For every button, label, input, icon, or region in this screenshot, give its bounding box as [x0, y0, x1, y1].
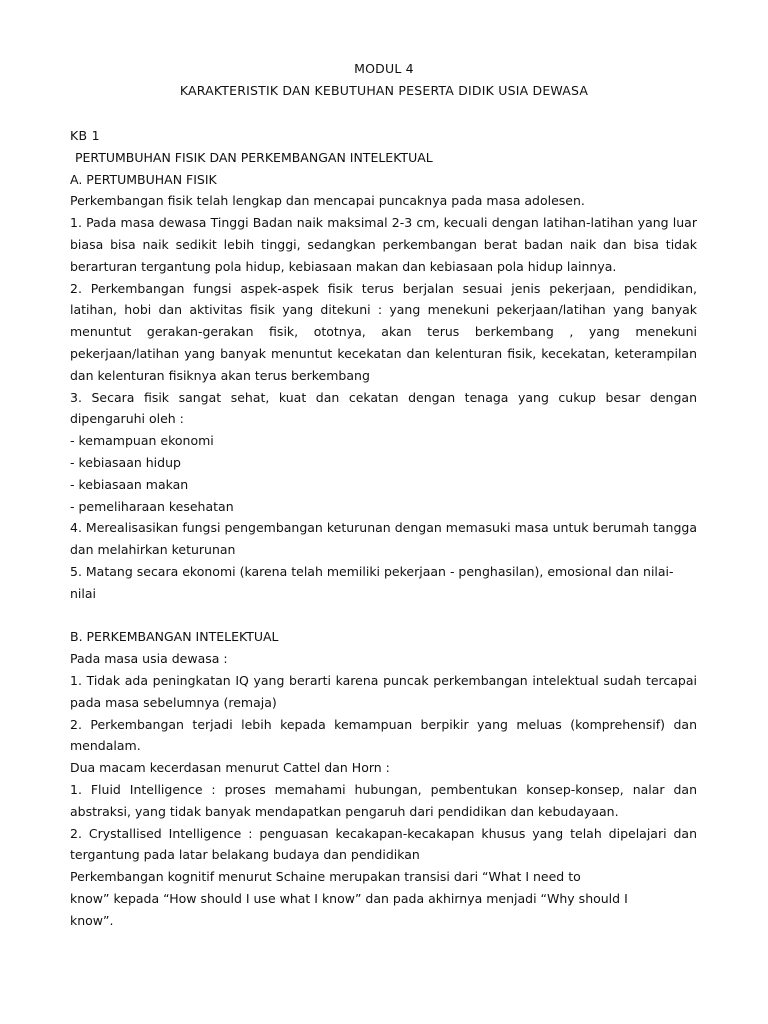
section-b-point-1: 1. Tidak ada peningkatan IQ yang berarti karena puncak perkembangan intelektual sudah tercapai pada masa sebelumnya (remaja): [70, 672, 697, 710]
schaine-line-3: know”.: [70, 912, 114, 928]
section-spacer: [70, 605, 697, 627]
section-b-intro: Pada masa usia dewasa :: [70, 651, 228, 667]
cattel-horn-intro: Dua macam kecerdasan menurut Cattel dan Horn :: [70, 760, 390, 776]
section-a-intro: Perkembangan fisik telah lengkap dan mencapai puncaknya pada masa adolesen.: [70, 193, 585, 209]
list-item: - kebiasaan hidup: [70, 454, 181, 470]
kb-label: KB 1: [70, 128, 100, 143]
list-item: - kemampuan ekonomi: [70, 433, 214, 449]
section-b-heading: B. PERKEMBANGAN INTELEKTUAL: [70, 629, 279, 645]
section-a-point-5: 5. Matang secara ekonomi (karena telah memiliki pekerjaan - penghasilan), emosional dan nilai-nilai: [70, 563, 674, 601]
section-a-heading: A. PERTUMBUHAN FISIK: [70, 171, 217, 187]
schaine-line-1: Perkembangan kognitif menurut Schaine merupakan transisi dari “What I need to: [70, 869, 581, 885]
section-b-point-2: 2. Perkembangan terjadi lebih kepada kemampuan berpikir yang meluas (komprehensif) dan mendalam.: [70, 716, 697, 754]
fluid-intelligence: 1. Fluid Intelligence : proses memahami hubungan, pembentukan konsep-konsep, nalar dan abstraksi, yang tidak banyak mendapatkan pengaruh dari pendidikan dan kebudayaan.: [70, 781, 697, 819]
crystallised-intelligence: 2. Crystallised Intelligence : penguasan kecakapan-kecakapan khusus yang telah dipelajari dan tergantung pada latar belakang budaya dan pendidikan: [70, 825, 697, 863]
section-a-point-2: 2. Perkembangan fungsi aspek-aspek fisik terus berjalan sesuai jenis pekerjaan, pendidikan, latihan, hobi dan aktivitas fisik yang ditekuni : yang menekuni pekerjaan/latihan yang banyak menuntut gerakan-gerakan fisik, ototnya, akan terus berkembang , yang menekuni pekerjaan/latihan yang banyak menuntut kecekatan dan kelenturan fisik, kecekatan, keterampilan dan kelenturan fisiknya akan terus berkembang: [70, 280, 697, 383]
module-title: MODUL 4: [354, 61, 414, 76]
list-item: - pemeliharaan kesehatan: [70, 498, 234, 514]
schaine-line-2: know” kepada “How should I use what I know” dan pada akhirnya menjadi “Why should I: [70, 890, 628, 906]
section-a-point-4: 4. Merealisasikan fungsi pengembangan keturunan dengan memasuki masa untuk berumah tangga dan melahirkan keturunan: [70, 520, 697, 558]
kb-heading: PERTUMBUHAN FISIK DAN PERKEMBANGAN INTELEKTUAL: [75, 149, 433, 165]
section-a-point-1: 1. Pada masa dewasa Tinggi Badan naik maksimal 2-3 cm, kecuali dengan latihan-latihan yang luar biasa bisa naik sedikit lebih tinggi, sedangkan perkembangan berat badan naik dan bisa tidak berarturan tergantung pola hidup, kebiasaan makan dan kebiasaan pola hidup lainnya.: [70, 215, 697, 274]
document-body: [70, 125, 697, 931]
list-item: - kebiasaan makan: [70, 476, 189, 492]
section-a-point-3: 3. Secara fisik sangat sehat, kuat dan cekatan dengan tenaga yang cukup besar dengan dipengaruhi oleh :: [70, 389, 697, 427]
document-title: KARAKTERISTIK DAN KEBUTUHAN PESERTA DIDIK USIA DEWASA: [179, 83, 589, 98]
